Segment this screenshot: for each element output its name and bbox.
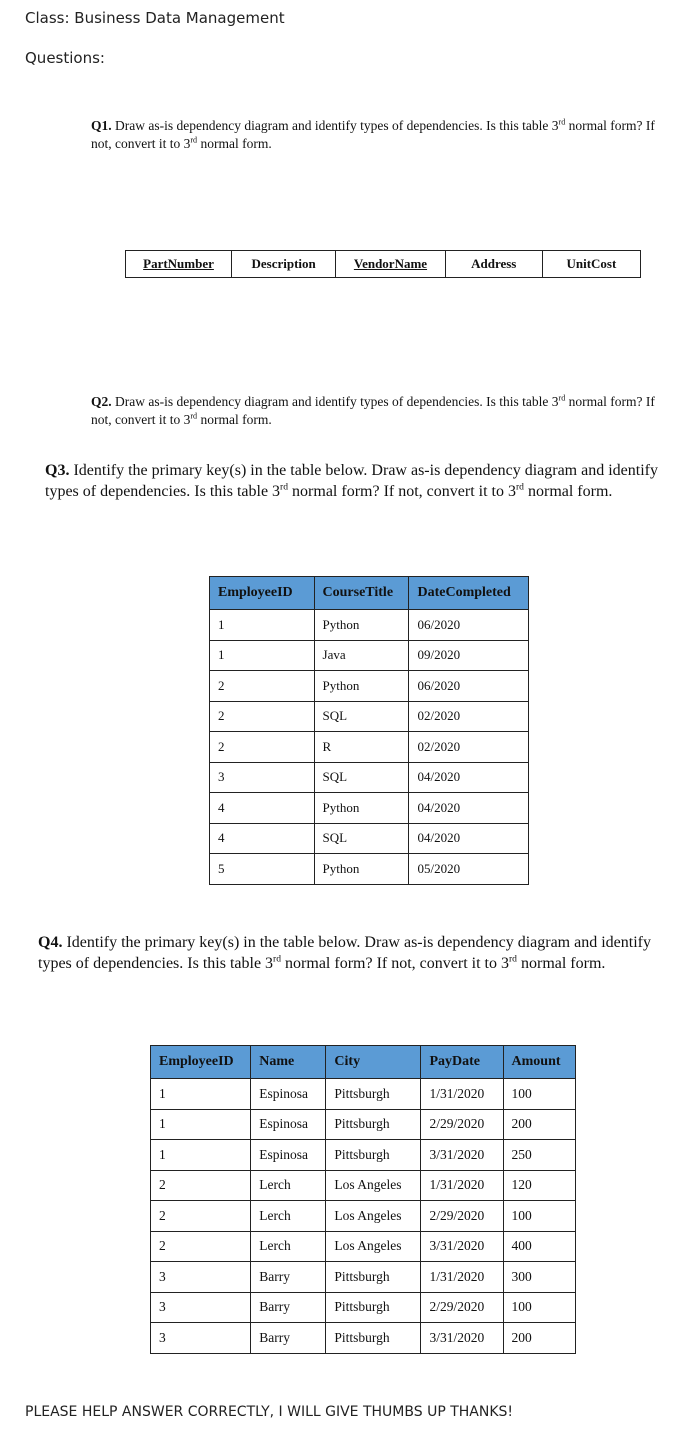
question-4: Q4. Identify the primary key(s) in the table below. Draw as-is dependency diagram and identify types of dependencies. Is this table 3rd normal form? If not, convert it to 3rd normal form.: [38, 934, 651, 972]
table-cell: 02/2020: [409, 732, 529, 763]
footer-plea: PLEASE HELP ANSWER CORRECTLY, I WILL GIVE THUMBS UP THANKS!: [25, 1404, 514, 1420]
question-3: Q3. Identify the primary key(s) in the table below. Draw as-is dependency diagram and identify types of dependencies. Is this table 3rd normal form? If not, convert it to 3rd normal form.: [45, 462, 658, 500]
question-1: Q1. Draw as-is dependency diagram and identify types of dependencies. Is this table 3rd normal form? If not, convert it to 3rd normal form.: [91, 117, 655, 151]
table-row: [151, 1079, 576, 1110]
table-cell: 3: [151, 1323, 251, 1354]
table-cell: Barry: [251, 1262, 326, 1293]
table-header-row: [126, 251, 641, 278]
table-row: [210, 732, 529, 763]
questions-label: Questions:: [25, 49, 105, 67]
table-cell: 100: [503, 1201, 575, 1232]
table-cell: 2/29/2020: [421, 1109, 503, 1140]
parts-table: [125, 250, 641, 278]
table-cell: 1/31/2020: [421, 1262, 503, 1293]
col-employeeid: EmployeeID: [151, 1046, 251, 1079]
table-cell: 2: [151, 1231, 251, 1262]
table-cell: 06/2020: [409, 610, 529, 641]
class-title: Class: Business Data Management: [25, 9, 285, 27]
table-row: [210, 640, 529, 671]
table-row: [151, 1262, 576, 1293]
table-cell: 250: [503, 1140, 575, 1171]
table-cell: 100: [503, 1079, 575, 1110]
table-cell: 3: [151, 1292, 251, 1323]
table-cell: 100: [503, 1292, 575, 1323]
table-cell: 1: [151, 1109, 251, 1140]
table-cell: Espinosa: [251, 1079, 326, 1110]
table-cell: 3: [151, 1262, 251, 1293]
question-2: Q2. Draw as-is dependency diagram and identify types of dependencies. Is this table 3rd normal form? If not, convert it to 3rd normal form.: [91, 393, 655, 427]
table-cell: Los Angeles: [326, 1231, 421, 1262]
table-cell: Pittsburgh: [326, 1292, 421, 1323]
table-cell: R: [314, 732, 409, 763]
col-address: Address: [445, 251, 542, 278]
table-header-row: [151, 1046, 576, 1079]
table-cell: Pittsburgh: [326, 1079, 421, 1110]
table-header-row: [210, 577, 529, 610]
table-cell: 5: [210, 854, 315, 885]
question-4-label: Q4.: [38, 934, 63, 951]
table-cell: 3: [210, 762, 315, 793]
table-cell: 1: [210, 610, 315, 641]
table-row: [210, 823, 529, 854]
table-cell: 1/31/2020: [421, 1079, 503, 1110]
col-employeeid: EmployeeID: [210, 577, 315, 610]
table-row: [210, 671, 529, 702]
table-cell: 3/31/2020: [421, 1140, 503, 1171]
table-cell: 3/31/2020: [421, 1231, 503, 1262]
table-cell: 02/2020: [409, 701, 529, 732]
table-cell: 2: [210, 732, 315, 763]
table-cell: Los Angeles: [326, 1170, 421, 1201]
question-2-label: Q2.: [91, 394, 112, 409]
table-cell: Barry: [251, 1292, 326, 1323]
col-datecompleted: DateCompleted: [409, 577, 529, 610]
table-cell: Barry: [251, 1323, 326, 1354]
table-cell: SQL: [314, 701, 409, 732]
col-coursetitle: CourseTitle: [314, 577, 409, 610]
table-cell: 05/2020: [409, 854, 529, 885]
table-row: [151, 1140, 576, 1171]
table-row: [210, 610, 529, 641]
table-row: [151, 1292, 576, 1323]
table-cell: 200: [503, 1323, 575, 1354]
col-vendorname: VendorName: [336, 251, 445, 278]
table-cell: 2/29/2020: [421, 1292, 503, 1323]
table-cell: 1/31/2020: [421, 1170, 503, 1201]
table-cell: 4: [210, 793, 315, 824]
table-row: [210, 854, 529, 885]
table-cell: 300: [503, 1262, 575, 1293]
table-cell: 1: [210, 640, 315, 671]
table-cell: 04/2020: [409, 823, 529, 854]
table-cell: 2: [210, 701, 315, 732]
table-row: [151, 1170, 576, 1201]
table-row: [210, 701, 529, 732]
table-cell: 4: [210, 823, 315, 854]
table-cell: Pittsburgh: [326, 1262, 421, 1293]
question-1-label: Q1.: [91, 118, 112, 133]
question-3-label: Q3.: [45, 462, 70, 479]
table-cell: Los Angeles: [326, 1201, 421, 1232]
table-row: [151, 1231, 576, 1262]
table-row: [151, 1323, 576, 1354]
col-amount: Amount: [503, 1046, 575, 1079]
table-cell: 400: [503, 1231, 575, 1262]
table-row: [151, 1109, 576, 1140]
table-cell: 3/31/2020: [421, 1323, 503, 1354]
table-cell: 1: [151, 1140, 251, 1171]
table-cell: SQL: [314, 762, 409, 793]
table-cell: Pittsburgh: [326, 1140, 421, 1171]
table-cell: Python: [314, 793, 409, 824]
table-row: [210, 762, 529, 793]
table-cell: 09/2020: [409, 640, 529, 671]
table-cell: 2: [151, 1170, 251, 1201]
table-cell: 120: [503, 1170, 575, 1201]
table-cell: Java: [314, 640, 409, 671]
table-cell: Python: [314, 854, 409, 885]
table-cell: 2: [151, 1201, 251, 1232]
col-partnumber: PartNumber: [126, 251, 232, 278]
table-cell: Lerch: [251, 1170, 326, 1201]
col-name: Name: [251, 1046, 326, 1079]
table-cell: Lerch: [251, 1201, 326, 1232]
course-table: [209, 576, 529, 885]
table-cell: 2: [210, 671, 315, 702]
col-city: City: [326, 1046, 421, 1079]
table-cell: 04/2020: [409, 793, 529, 824]
table-cell: 04/2020: [409, 762, 529, 793]
table-cell: Python: [314, 671, 409, 702]
table-row: [210, 793, 529, 824]
table-cell: Espinosa: [251, 1109, 326, 1140]
table-cell: Lerch: [251, 1231, 326, 1262]
col-paydate: PayDate: [421, 1046, 503, 1079]
table-cell: 06/2020: [409, 671, 529, 702]
col-unitcost: UnitCost: [542, 251, 640, 278]
table-cell: Pittsburgh: [326, 1323, 421, 1354]
col-description: Description: [232, 251, 336, 278]
table-cell: SQL: [314, 823, 409, 854]
table-cell: Pittsburgh: [326, 1109, 421, 1140]
table-cell: 1: [151, 1079, 251, 1110]
table-cell: 2/29/2020: [421, 1201, 503, 1232]
table-cell: Espinosa: [251, 1140, 326, 1171]
payroll-table: [150, 1045, 576, 1354]
table-cell: 200: [503, 1109, 575, 1140]
table-cell: Python: [314, 610, 409, 641]
table-row: [151, 1201, 576, 1232]
